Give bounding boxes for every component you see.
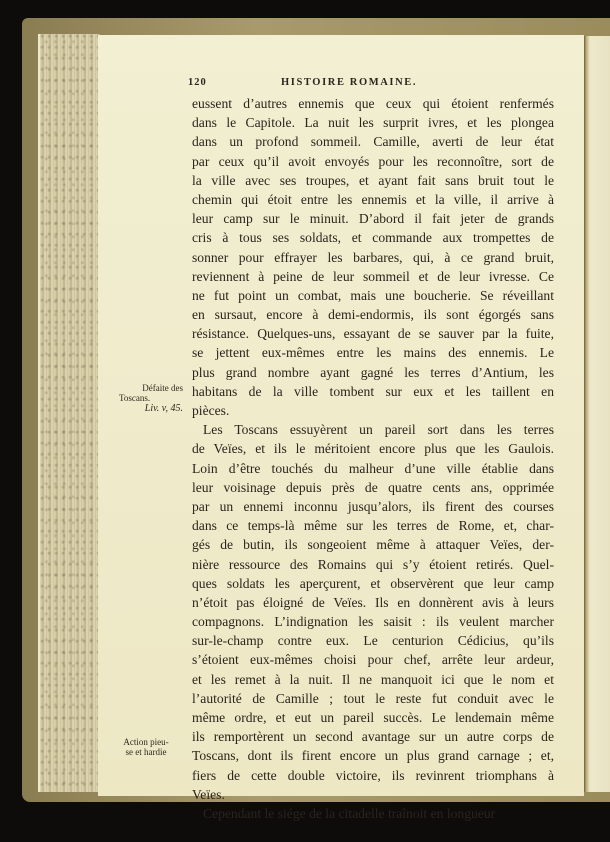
- margin-note-line: Toscans.: [119, 393, 151, 403]
- text-line: et les remet à la nuit. Il ne manquoit ici que le nom et: [192, 671, 554, 687]
- margin-note-defaite: [117, 383, 183, 414]
- text-line: fiers de cette double victoire, ils revinrent triomphans à: [192, 767, 554, 783]
- text-line: de Veïes, et ils le méritoient encore plus que les Gaulois.: [192, 441, 554, 457]
- text-line: nière ressource des Romains qui s’y étoient retirés. Quel-: [192, 556, 554, 572]
- text-line: dans un profond sommeil. Camille, averti de leur état: [192, 134, 554, 150]
- text-line: Loin d’être touchés du malheur d’une ville établie dans: [192, 460, 554, 476]
- running-title: HISTOIRE ROMAINE.: [281, 77, 418, 88]
- text-line: cris à tous ses soldats, et commande aux trompettes de: [192, 230, 554, 246]
- text-line: par un ennemi inconnu jusqu’alors, ils firent des courses: [192, 498, 554, 514]
- text-line: Les Toscans essuyèrent un pareil sort dans les terres: [203, 422, 554, 438]
- text-line: leur camp sur le minuit. D’abord il fait jeter de grands: [192, 211, 554, 227]
- text-line: ques soldats les aperçurent, et observèrent que leur camp: [192, 575, 554, 591]
- margin-note-reference: Liv. v, 45.: [144, 403, 183, 414]
- text-line: Toscans, dont ils firent encore un plus grand carnage ; et,: [192, 748, 554, 764]
- text-line: sonner pour effrayer les barbares, qui, à ce grand bruit,: [192, 249, 554, 265]
- margin-note-line: Action pieu-: [123, 737, 169, 747]
- text-line: s’étoient eux-mêmes choisi pour chef, arrête leur ardeur,: [192, 652, 554, 668]
- text-line: même ordre, et eut un pareil succès. Le lendemain même: [192, 710, 554, 725]
- text-line: pièces.: [192, 403, 230, 418]
- text-line: compagnons. L’indignation les saisit : ils veulent marcher: [192, 614, 554, 630]
- text-line: l’autorité de Camille ; tout le reste fut conduit avec le: [192, 690, 554, 706]
- text-line: en sursaut, encore à demi-endormis, ils sont égorgés sans: [192, 307, 554, 323]
- text-line: reviennent à peine de leur sommeil et de leur ivresse. Ce: [192, 268, 554, 284]
- text-line: Veïes.: [192, 786, 225, 802]
- text-line: ne fut point un combat, mais une boucherie. Se réveillant: [192, 287, 554, 303]
- margin-note-line: se et hardie: [125, 747, 167, 757]
- text-line: habitans de la ville tombent sur eux et les taillent en: [192, 383, 554, 399]
- text-line: ils remportèrent un second avantage sur un autre corps de: [192, 729, 554, 745]
- paragraph: [192, 94, 554, 420]
- text-line: se jettent eux-mêmes entre les mains des ennemis. Le: [192, 345, 554, 361]
- text-line: n’étoit pas éloigné de Veïes. Ils en donnèrent avis à leurs: [192, 594, 554, 610]
- paragraph: [192, 804, 554, 823]
- text-line: chemin qui étoit entre les ennemis et la ville, il arrive à: [192, 191, 554, 207]
- body-text: [192, 94, 554, 823]
- text-line: eussent d’autres ennemis que ceux qui étoient renfermés: [192, 96, 554, 111]
- text-line: dans ce temps-là même sur les terres de Rome, et, char-: [192, 518, 554, 534]
- paragraph: [192, 420, 554, 804]
- margin-note-line: Défaite des: [142, 383, 183, 393]
- facing-page-gutter: [584, 36, 610, 792]
- text-line: résistance. Quelques-uns, essayant de se sauver par la fuite,: [192, 326, 554, 342]
- text-line: plus grand nombre ayant gagné les terres d’Antium, les: [192, 364, 554, 380]
- page-header: [188, 77, 554, 91]
- text-line: par ceux qu’il avoit envoyés pour les reconnoître, sort de: [192, 153, 554, 169]
- text-line: sur-le-champ contre eux. Le centurion Cédicius, qu’ils: [192, 633, 554, 649]
- text-line: dans le Capitole. La nuit les surprit ivres, et les plongea: [192, 115, 554, 131]
- text-line: gés de butin, ils songeoient même à attaquer Veïes, der-: [192, 537, 554, 553]
- page-edges: [38, 34, 100, 792]
- margin-note-action: [113, 737, 179, 757]
- text-line: leur voisinage depuis près de quatre cents ans, opprimée: [192, 479, 554, 495]
- page-number: 120: [188, 77, 207, 88]
- text-line: la ville avec ses troupes, et ayant fait sans bruit tout le: [192, 172, 554, 188]
- text-line: Cependant le siége de la citadelle traînoit en longueur: [203, 805, 496, 821]
